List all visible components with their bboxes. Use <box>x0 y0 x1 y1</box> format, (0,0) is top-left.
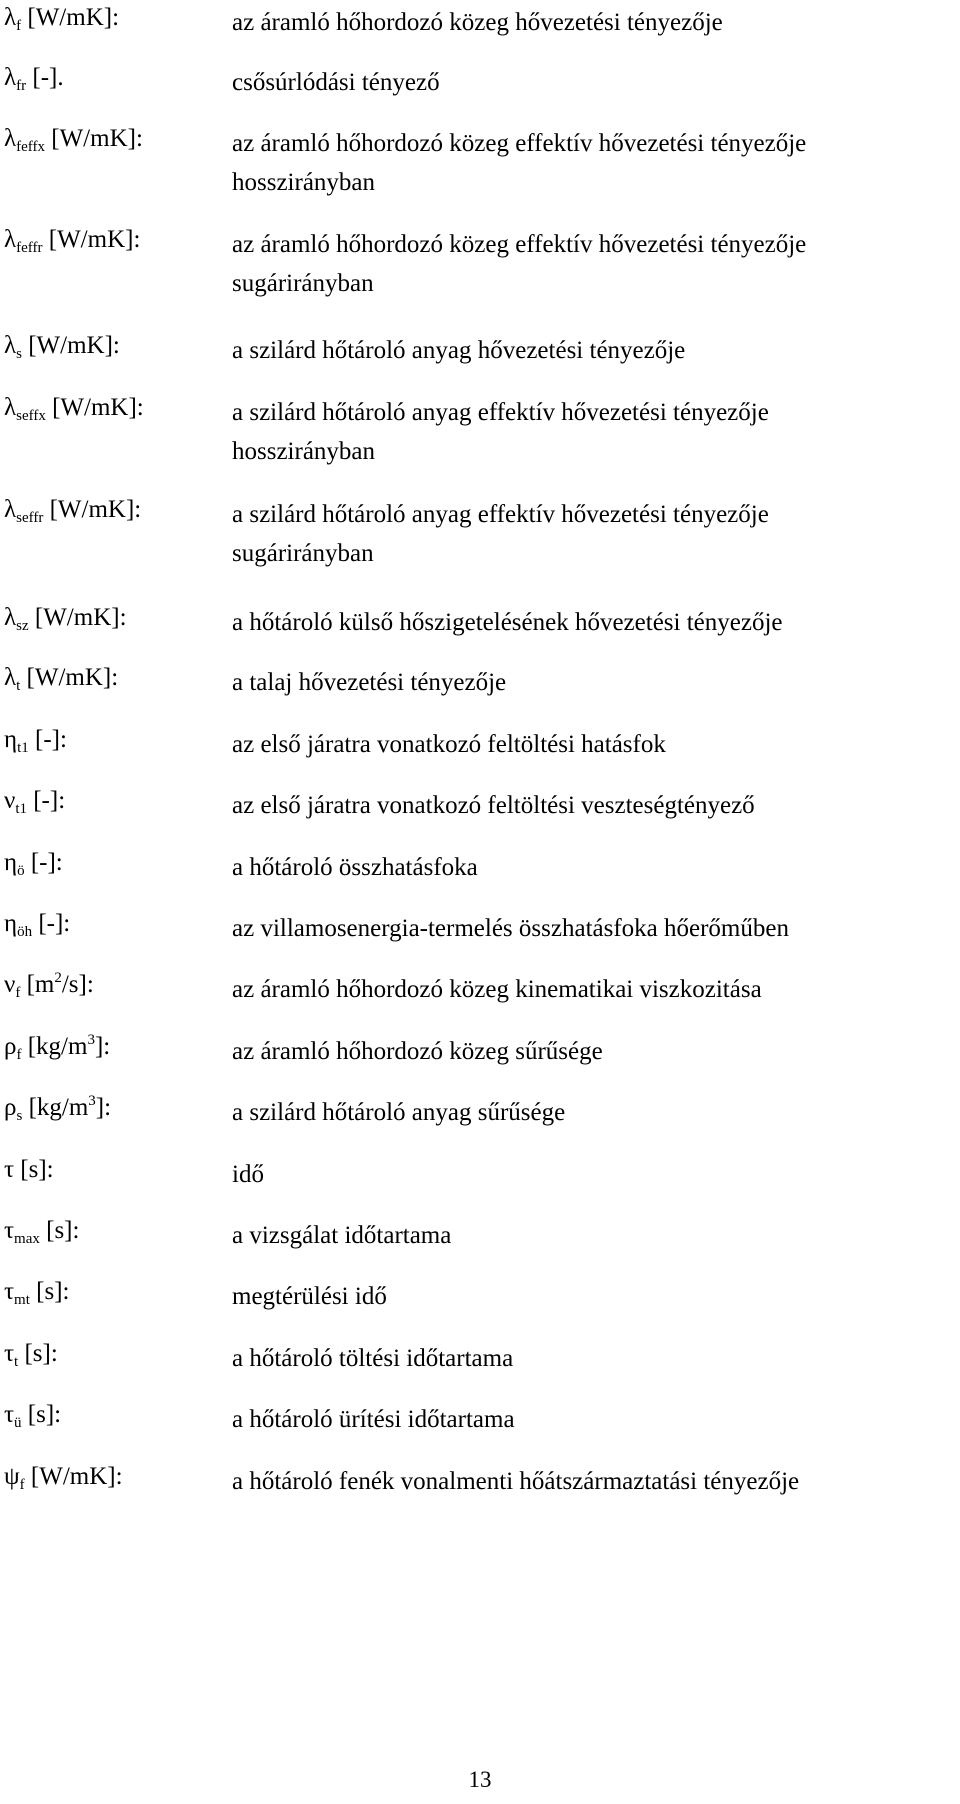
symbol-greek: η <box>4 849 18 876</box>
symbol-unit-suffix: /s]: <box>61 971 94 998</box>
symbol-unit-exponent: 2 <box>54 970 62 986</box>
symbol-description <box>232 786 944 825</box>
description-line: az első járatra vonatkozó feltöltési veszteségtényező <box>232 792 755 819</box>
symbol-label <box>4 848 63 881</box>
symbol-unit-exponent: 3 <box>87 1032 95 1048</box>
symbol-subscript: s <box>16 346 22 362</box>
symbol-greek: λ <box>4 64 17 91</box>
symbol-greek: ν <box>4 787 16 814</box>
symbol-unit: [W/mK]: <box>45 125 143 152</box>
symbol-greek: τ <box>4 1278 15 1305</box>
symbol-label <box>4 63 64 96</box>
description-line: az áramló hőhordozó közeg effektív hővezetési tényezője <box>232 231 807 258</box>
symbol-description <box>232 1400 944 1439</box>
symbol-unit-exponent: 3 <box>88 1093 96 1109</box>
description-line: a hőtároló töltési időtartama <box>232 1345 514 1372</box>
symbol-subscript: t1 <box>15 801 27 817</box>
symbol-greek: λ <box>4 125 17 152</box>
symbol-label <box>4 786 65 819</box>
symbol-unit: [W/mK]: <box>42 226 141 253</box>
symbol-subscript: öh <box>17 924 33 940</box>
symbol-unit: [W/mK]: <box>21 4 120 31</box>
symbol-subscript: f <box>15 985 21 1001</box>
symbol-subscript: t1 <box>17 740 29 756</box>
symbol-unit: [s]: <box>21 1401 62 1428</box>
description-line: a talaj hővezetési tényezője <box>232 669 507 696</box>
symbol-label <box>4 725 67 758</box>
symbol-greek: τ <box>4 1401 15 1428</box>
description-line: az áramló hőhordozó közeg sűrűsége <box>232 1038 603 1065</box>
symbol-description <box>232 331 944 370</box>
symbol-subscript: seffx <box>16 408 46 424</box>
symbol-unit: [W/mK]: <box>24 1463 123 1490</box>
symbol-label <box>4 393 144 426</box>
description-line: a hőtároló összhatásfoka <box>232 854 478 881</box>
symbol-description <box>232 1462 944 1501</box>
description-line: megtérülési idő <box>232 1283 387 1310</box>
symbol-label <box>4 495 141 528</box>
symbol-label <box>4 970 94 1003</box>
symbol-description <box>232 1277 944 1316</box>
symbol-subscript: ü <box>14 1415 22 1431</box>
symbol-subscript: f <box>16 1047 22 1063</box>
symbol-unit: [W/mK]: <box>43 496 142 523</box>
symbol-subscript: f <box>16 18 22 34</box>
symbol-description <box>232 970 944 1009</box>
symbol-greek: η <box>4 910 18 937</box>
symbol-description <box>232 663 944 702</box>
symbol-description <box>232 63 944 102</box>
symbol-greek: ρ <box>4 1033 17 1060</box>
symbol-greek: ρ <box>4 1094 17 1121</box>
symbol-unit: [-]: <box>28 726 67 753</box>
symbol-unit: [-]: <box>24 849 63 876</box>
symbol-unit: [kg/m <box>22 1094 89 1121</box>
symbol-unit: [W/mK]: <box>20 664 119 691</box>
symbol-description <box>232 603 944 642</box>
symbol-greek: λ <box>4 4 17 31</box>
symbol-subscript: fr <box>16 78 27 94</box>
symbol-greek: τ <box>4 1217 15 1244</box>
symbol-unit-suffix: ]: <box>94 1033 111 1060</box>
symbol-greek: λ <box>4 664 17 691</box>
symbol-description <box>232 124 944 202</box>
symbol-label <box>4 909 70 942</box>
symbol-unit: [W/mK]: <box>45 394 144 421</box>
description-line: a szilárd hőtároló anyag sűrűsége <box>232 1099 566 1126</box>
description-line: az áramló hőhordozó közeg effektív hővezetési tényezője <box>232 130 807 157</box>
symbol-greek: τ <box>4 1340 15 1367</box>
symbol-description <box>232 3 944 42</box>
symbol-label <box>4 225 140 258</box>
symbol-label <box>4 1093 111 1126</box>
symbol-greek: ν <box>4 971 16 998</box>
symbol-greek: λ <box>4 226 17 253</box>
symbol-unit: [-]: <box>32 910 71 937</box>
symbol-description <box>232 909 944 948</box>
description-line: a hőtároló külső hőszigetelésének hővezetési tényezője <box>232 609 783 636</box>
symbol-label <box>4 1462 123 1495</box>
symbol-label <box>4 1339 58 1372</box>
description-line: a hőtároló ürítési időtartama <box>232 1406 515 1433</box>
symbol-subscript: t <box>16 678 21 694</box>
description-line: az áramló hőhordozó közeg kinematikai viszkozitása <box>232 976 762 1003</box>
symbol-description <box>232 225 944 303</box>
symbol-label <box>4 603 127 636</box>
description-line: sugárirányban <box>232 270 374 297</box>
symbol-description <box>232 725 944 764</box>
description-line: hosszirányban <box>232 438 376 465</box>
symbol-label <box>4 1032 110 1065</box>
page-number: 13 <box>468 1767 492 1792</box>
symbol-description <box>232 1216 944 1255</box>
description-line: a szilárd hőtároló anyag effektív hővezetési tényezője <box>232 501 769 528</box>
symbol-unit: [m <box>20 971 55 998</box>
symbol-greek: λ <box>4 496 17 523</box>
symbol-greek: λ <box>4 332 17 359</box>
description-line: az villamosenergia-termelés összhatásfoka hőerőműben <box>232 915 789 942</box>
symbol-greek: λ <box>4 604 17 631</box>
symbol-subscript: max <box>14 1231 40 1247</box>
description-line: idő <box>232 1161 264 1188</box>
symbol-label <box>4 124 143 157</box>
symbol-subscript: s <box>16 1108 23 1124</box>
symbol-label <box>4 663 118 696</box>
symbol-label <box>4 1216 79 1249</box>
symbol-unit: [-]: <box>26 787 66 814</box>
symbol-subscript: ö <box>17 863 25 879</box>
description-line: az áramló hőhordozó közeg hővezetési tényezője <box>232 9 723 36</box>
symbol-greek: η <box>4 726 18 753</box>
description-line: a szilárd hőtároló anyag effektív hővezetési tényezője <box>232 399 769 426</box>
symbol-description <box>232 848 944 887</box>
symbol-unit: [s]: <box>14 1156 54 1183</box>
symbol-unit-suffix: ]: <box>95 1094 112 1121</box>
description-line: hosszirányban <box>232 169 376 196</box>
symbol-greek: λ <box>4 394 17 421</box>
description-line: a hőtároló fenék vonalmenti hőátszármaztatási tényezője <box>232 1468 800 1495</box>
symbol-description <box>232 1032 944 1071</box>
symbol-unit: [kg/m <box>21 1033 88 1060</box>
description-line: a szilárd hőtároló anyag hővezetési tényezője <box>232 337 686 364</box>
symbol-description <box>232 1093 944 1132</box>
symbol-unit: [-]. <box>26 64 64 91</box>
symbol-description <box>232 1339 944 1378</box>
symbol-unit: [s]: <box>29 1278 70 1305</box>
description-line: sugárirányban <box>232 540 374 567</box>
symbol-subscript: t <box>14 1354 19 1370</box>
symbol-description <box>232 495 944 573</box>
symbol-subscript: sz <box>16 618 29 634</box>
symbol-greek: τ <box>4 1156 15 1183</box>
symbol-description <box>232 393 944 471</box>
symbol-label <box>4 1277 69 1310</box>
symbol-description <box>232 1155 944 1194</box>
symbol-greek: ψ <box>4 1463 20 1490</box>
symbol-label <box>4 3 119 36</box>
symbol-label <box>4 1400 61 1433</box>
symbol-label <box>4 331 120 364</box>
symbol-label <box>4 1155 54 1188</box>
symbol-subscript: feffx <box>16 139 45 155</box>
symbol-unit: [s]: <box>39 1217 80 1244</box>
symbol-subscript: seffr <box>16 510 44 526</box>
symbol-unit: [W/mK]: <box>21 332 120 359</box>
symbol-unit: [W/mK]: <box>28 604 127 631</box>
description-line: csősúrlódási tényező <box>232 69 440 96</box>
description-line: a vizsgálat időtartama <box>232 1222 452 1249</box>
description-line: az első járatra vonatkozó feltöltési hatásfok <box>232 731 666 758</box>
symbol-subscript: feffr <box>16 240 43 256</box>
symbol-subscript: f <box>19 1477 25 1493</box>
symbol-unit: [s]: <box>18 1340 58 1367</box>
symbol-subscript: mt <box>14 1292 30 1308</box>
